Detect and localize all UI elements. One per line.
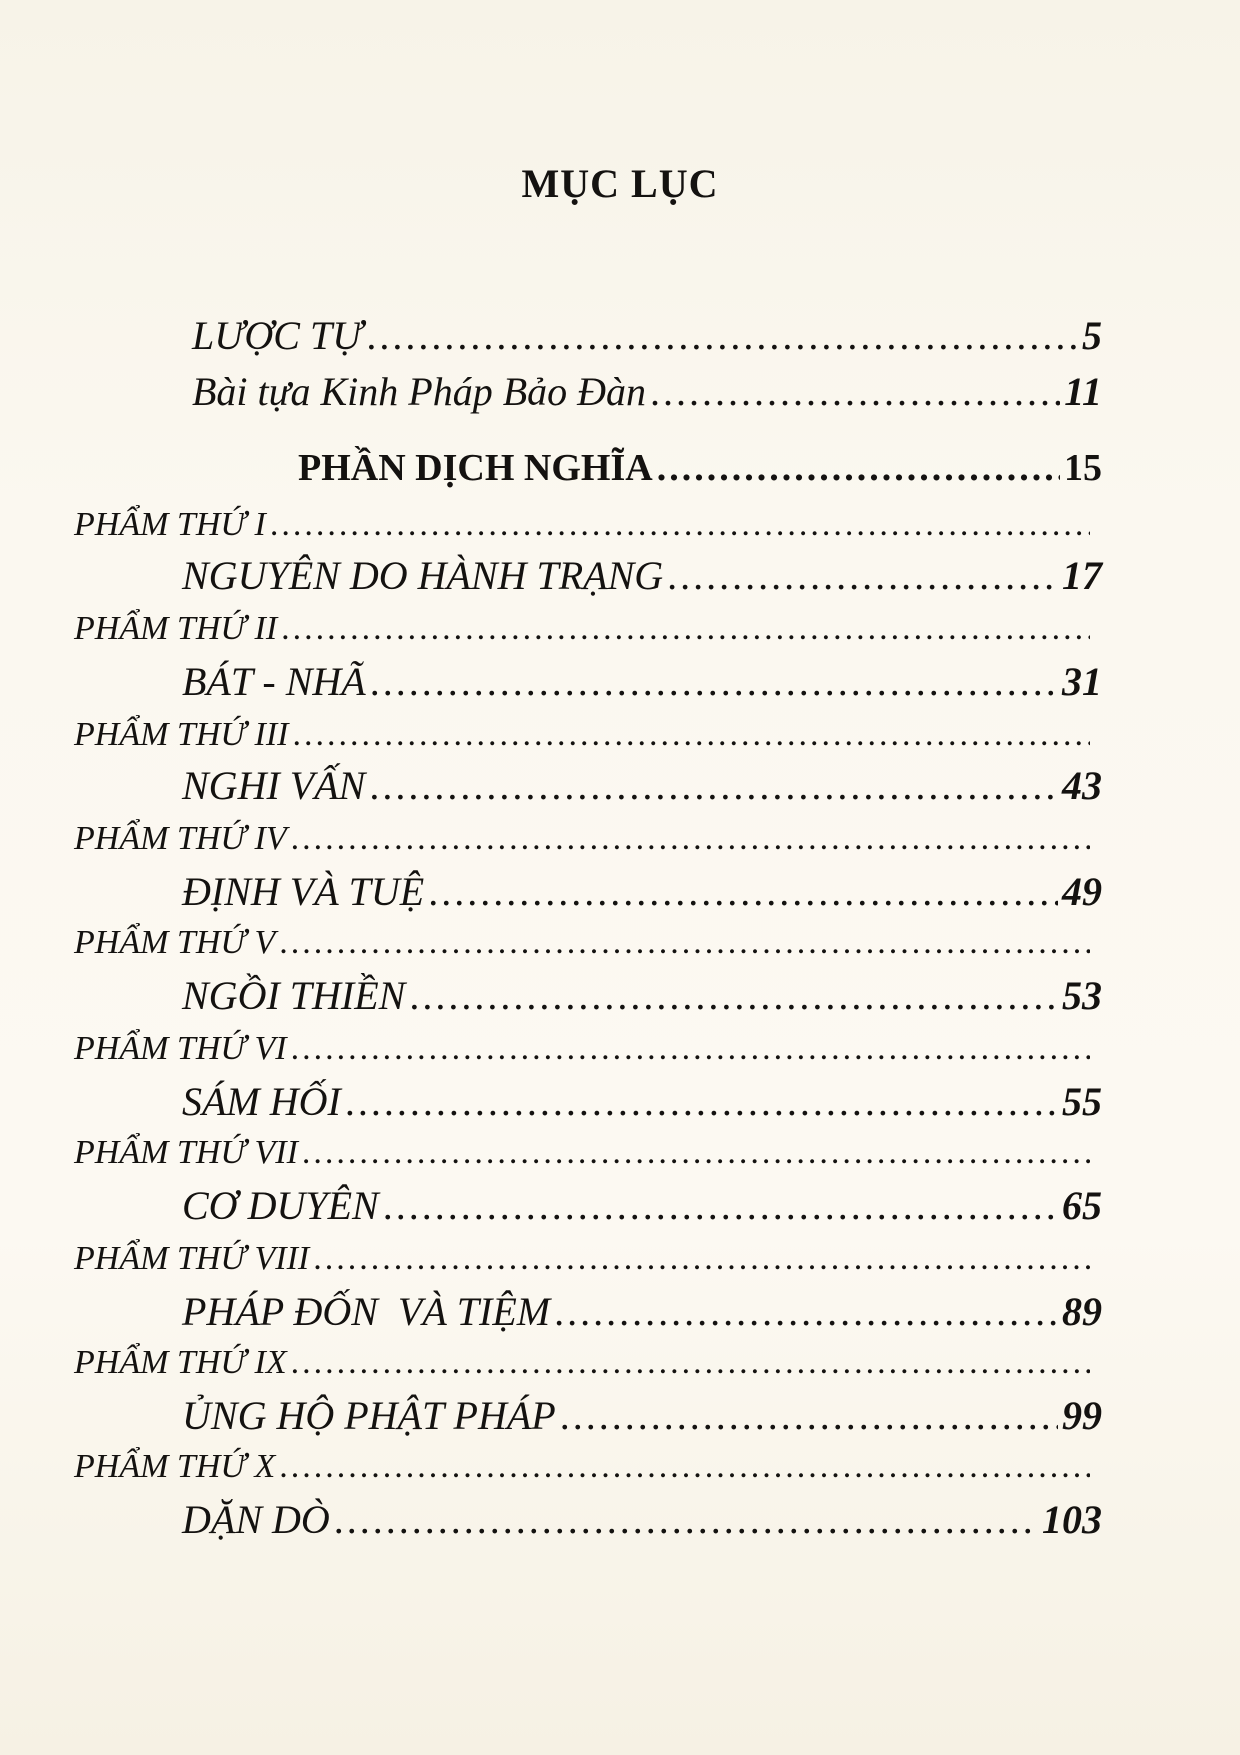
chapter-page: 43 [1062, 763, 1102, 808]
leader-dots [279, 1448, 1090, 1486]
chapter-page: 65 [1062, 1183, 1102, 1228]
chapter-page: 99 [1062, 1393, 1102, 1438]
chapter-number: PHẨM THỨ II [74, 610, 278, 647]
chapter-page: 53 [1062, 973, 1102, 1018]
toc-entry-chapter[interactable] [182, 1078, 1102, 1125]
chapter-number: PHẨM THỨ VI [74, 1030, 287, 1067]
toc-entry-page: 11 [1064, 369, 1102, 414]
leader-dots [291, 1344, 1090, 1382]
leader-dots [366, 312, 1078, 359]
chapter-page: 89 [1062, 1289, 1102, 1334]
leader-dots [292, 716, 1090, 754]
leader-dots [281, 610, 1090, 648]
leader-dots [657, 446, 1060, 490]
chapter-title: DẶN DÒ [182, 1497, 330, 1542]
chapter-heading [74, 1030, 1094, 1068]
chapter-number: PHẨM THỨ VII [74, 1134, 298, 1171]
toc-entry-luoc-tu[interactable] [192, 312, 1102, 359]
leader-dots [313, 1240, 1090, 1278]
leader-dots [560, 1392, 1058, 1439]
leader-dots [383, 1182, 1058, 1229]
chapter-heading [74, 506, 1094, 544]
chapter-title: PHÁP ĐỐN VÀ TIỆM [182, 1289, 551, 1334]
leader-dots [279, 924, 1090, 962]
leader-dots [302, 1134, 1090, 1172]
leader-dots [667, 552, 1058, 599]
leader-dots [650, 368, 1060, 415]
chapter-title: SÁM HỐI [182, 1079, 341, 1124]
chapter-heading [74, 716, 1094, 754]
chapter-number: PHẨM THỨ III [74, 716, 289, 753]
chapter-number: PHẨM THỨ V [74, 924, 276, 961]
toc-entry-chapter[interactable] [182, 1392, 1102, 1439]
leader-dots [334, 1496, 1038, 1543]
leader-dots [554, 1288, 1058, 1335]
leader-dots [369, 762, 1058, 809]
toc-entry-chapter[interactable] [182, 658, 1102, 705]
toc-entry-label: LƯỢC TỰ [192, 313, 363, 358]
leader-dots [270, 506, 1090, 544]
toc-entry-chapter[interactable] [182, 1496, 1102, 1543]
chapter-heading [74, 1240, 1094, 1278]
leader-dots [291, 820, 1090, 858]
page-title: MỤC LỤC [521, 161, 719, 206]
toc-entry-chapter[interactable] [182, 868, 1102, 915]
toc-entry-chapter[interactable] [182, 1288, 1102, 1335]
chapter-heading [74, 1448, 1094, 1486]
chapter-title: NGỒI THIỀN [182, 973, 406, 1018]
chapter-heading [74, 610, 1094, 648]
toc-entry-chapter[interactable] [182, 552, 1102, 599]
toc-entry-chapter[interactable] [182, 762, 1102, 809]
chapter-heading [74, 1344, 1094, 1382]
toc-entry-bai-tua[interactable] [192, 368, 1102, 415]
leader-dots [370, 658, 1058, 705]
chapter-title: ỦNG HỘ PHẬT PHÁP [182, 1393, 556, 1438]
chapter-heading [74, 820, 1094, 858]
chapter-number: PHẨM THỨ VIII [74, 1240, 310, 1277]
leader-dots [345, 1078, 1058, 1125]
chapter-title: NGUYÊN DO HÀNH TRẠNG [182, 553, 664, 598]
chapter-page: 17 [1062, 553, 1102, 598]
chapter-page: 31 [1062, 659, 1102, 704]
toc-entry-chapter[interactable] [182, 972, 1102, 1019]
toc-entry-page: 5 [1082, 313, 1102, 358]
chapter-page: 103 [1042, 1497, 1102, 1542]
chapter-number: PHẨM THỨ IX [74, 1344, 287, 1381]
chapter-title: NGHI VẤN [182, 763, 366, 808]
chapter-title: CƠ DUYÊN [182, 1183, 379, 1228]
toc-entry-chapter[interactable] [182, 1182, 1102, 1229]
chapter-heading [74, 924, 1094, 962]
part-page: 15 [1064, 447, 1102, 489]
chapter-number: PHẨM THỨ I [74, 506, 266, 543]
part-label: PHẦN DỊCH NGHĨA [298, 447, 653, 489]
leader-dots [291, 1030, 1090, 1068]
leader-dots [409, 972, 1058, 1019]
chapter-title: BÁT - NHÃ [182, 659, 366, 704]
chapter-page: 55 [1062, 1079, 1102, 1124]
toc-entry-label: Bài tựa Kinh Pháp Bảo Đàn [192, 369, 647, 414]
chapter-heading [74, 1134, 1094, 1172]
chapter-page: 49 [1062, 869, 1102, 914]
chapter-number: PHẨM THỨ IV [74, 820, 287, 857]
leader-dots [428, 868, 1058, 915]
chapter-number: PHẨM THỨ X [74, 1448, 276, 1485]
toc-part-heading[interactable] [298, 446, 1102, 490]
chapter-title: ĐỊNH VÀ TUỆ [182, 869, 425, 914]
